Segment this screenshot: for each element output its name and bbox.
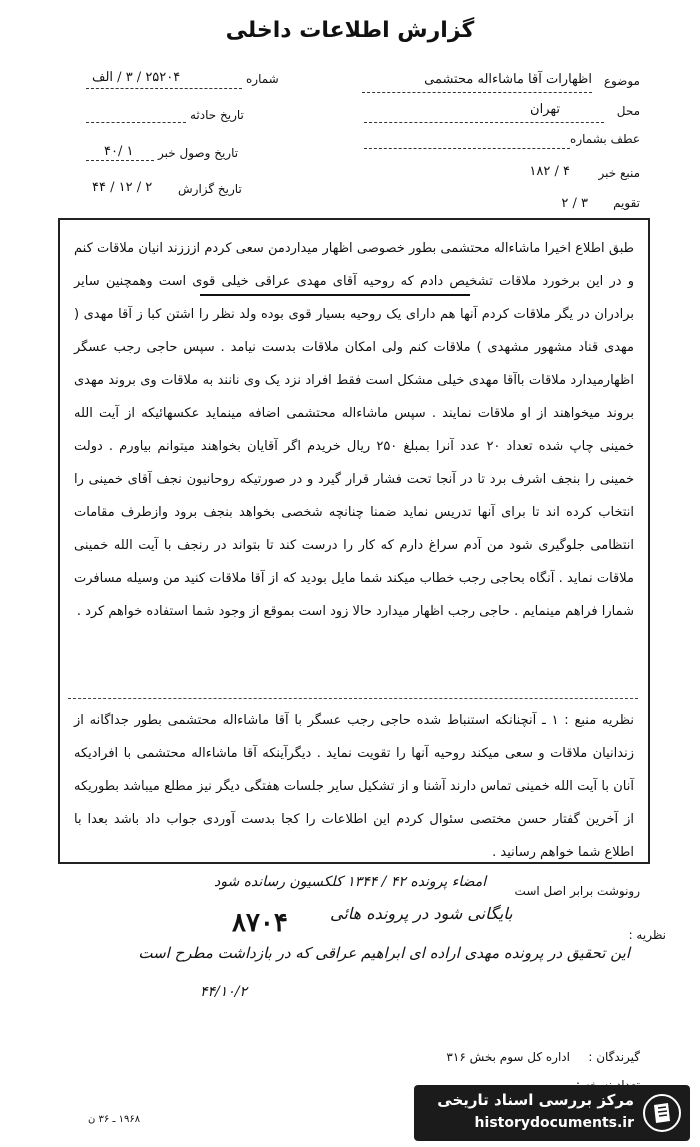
book-pages-icon bbox=[642, 1093, 682, 1133]
handwritten-date: ۴۴/۱۰/۲ bbox=[200, 984, 248, 1000]
source-value: ۱۸۲ / ۴ bbox=[529, 164, 570, 179]
opinion-handwriting: این تحقیق در پرونده مهدی اراده ای ابراهیم عراقی که در بازداشت مطرح است bbox=[138, 944, 630, 962]
recipients-label: گیرندگان : bbox=[588, 1050, 640, 1064]
calendar-label: تقویم bbox=[613, 196, 640, 210]
subject-line bbox=[362, 92, 592, 93]
incident-date-label: تاریخ حادثه bbox=[190, 108, 244, 122]
report-body-box bbox=[58, 218, 650, 864]
section-divider bbox=[68, 698, 638, 699]
opinion-label: نظریه : bbox=[628, 928, 666, 942]
number-label: شماره bbox=[246, 72, 279, 86]
report-paragraph-main: طبق اطلاع اخیرا ماشاءاله محتشمی بطور خصوصی اظهار میداردمن سعی کردم ازززند انیان ملاقات کنم و در این برخورد ملاقات تشخیص دادم که روحیه آقای مهدی عراقی خیلی قوی است وهمچنین سایر برادران در یگر ملاقات کردم آنها هم دارای یک روحیه بسیار قوی بوده ولد نظر را اشتن کبا ز آقا مهدی ( مهدی قناد مشهور مشهدی ) ملاقات کنم ولی امکان ملاقات بدست نیامد . سپس حاجی رجب عسگر اظهارمیدارد ملاقات باآقا مهدی خیلی مشکل است فقط افراد نزد یک وی نانند به ملاقات وی بروند مهدی بروند میخواهند از او ملاقات نمایند . سپس ماشاءاله محتشمی اضافه مینماید عکسهائیکه از آیت الله خمینی چاپ شده تعداد ۲۰ عدد آنرا بمبلغ ۲۵۰ ریال خریدم اگر آقایان بخواهند میتوانم بیاورم . دولت خمینی را بنجف اشرف برد تا در آنجا تحت فشار قرار گیرد و در صورتیکه روحانیون نجف آقای خمینی را انتخاب کرده اند تا برای آنها تدریس نماید ضمنا چنانچه شخصی بخواهد بنجف برود وازطرف مقامات انتظامی جلوگیری شود من آدم سراغ دارم که کار را درست کند تا بتواند در رنجف با آیت الله خمینی ملاقات نماید . آنگاه بحاجی رجب خطاب میکند شما مایل بودید که از آقا ملاقات کنید من وسیله مسافرت شمارا فراهم مینمایم . حاجی رجب اظهار میدارد حالا زود است بموقع از وجود شما استفاده خواهم کرد . bbox=[74, 241, 634, 619]
logo-url: historydocuments.ir bbox=[474, 1115, 634, 1131]
receipt-date-line bbox=[86, 160, 154, 161]
subject-label: موضوع bbox=[603, 74, 640, 88]
reference-line bbox=[364, 148, 570, 149]
recipients-value: اداره کل سوم بخش ۳۱۶ bbox=[446, 1050, 570, 1064]
number-value: ۲۵۲۰۴ / ۳ / الف bbox=[92, 70, 181, 85]
receipt-date-label: تاریخ وصول خبر bbox=[158, 146, 239, 160]
report-paragraph-source-opinion: نظریه منبع : ۱ ـ آنچنانکه استنباط شده حاجی رجب عسگر با آقا ماشاءاله محتشمی بطور جداگانه از زندانیان ملاقات و سعی میکند روحیه آنها را تقویت نماید . دیگرآینکه آقا ماشاءاله محتشمی با افرادیکه آنان با آیت الله خمینی تماس دارند آشنا و از تشکیل سایر جلسات هفتگی دیگر نیز مطلع میباشد بطوریکه از آخرین گفتار حسن مختصی سئوال کردم این اطلاعات را کجا بدست آوردی جواب داد باشد بعدا با اطلاع شما خواهم رسانید . bbox=[74, 713, 634, 860]
number-line bbox=[86, 88, 242, 89]
report-date-label: تاریخ گزارش bbox=[178, 182, 242, 196]
underline-mark bbox=[200, 294, 470, 296]
report-date-value: ۴۴ / ۱۲ / ۲ bbox=[92, 180, 153, 195]
source-label: منبع خبر bbox=[598, 166, 640, 180]
form-code: ۱۹۶۸ ـ ۳۶ ن bbox=[88, 1114, 141, 1125]
subject-value: اظهارات آقا ماشاءاله محتشمی bbox=[424, 72, 592, 87]
location-label: محل bbox=[616, 104, 640, 118]
incident-date-line bbox=[86, 122, 186, 123]
page-title: گزارش اطلاعات داخلی bbox=[225, 18, 475, 43]
routing-handwriting: امضاء پرونده ۴۲ / ۱۳۴۴ کلکسیون رسانده شود bbox=[214, 874, 487, 890]
location-value: تهران bbox=[530, 102, 560, 117]
archive-logo bbox=[414, 1085, 690, 1141]
archive-annotation: بایگانی شود در پرونده هائی bbox=[330, 904, 513, 923]
reference-label: عطف بشماره bbox=[570, 132, 640, 146]
logo-name: مرکز بررسی اسناد تاریخی bbox=[437, 1091, 634, 1109]
calendar-value: ۲ / ۳ bbox=[561, 196, 588, 211]
receipt-date-value: ۴۰/ ۱ bbox=[104, 144, 134, 159]
certified-copy-label: رونوشت برابر اصل است bbox=[514, 884, 640, 898]
stamp-number: ۸۷۰۴ bbox=[232, 908, 288, 938]
location-line bbox=[364, 122, 604, 123]
